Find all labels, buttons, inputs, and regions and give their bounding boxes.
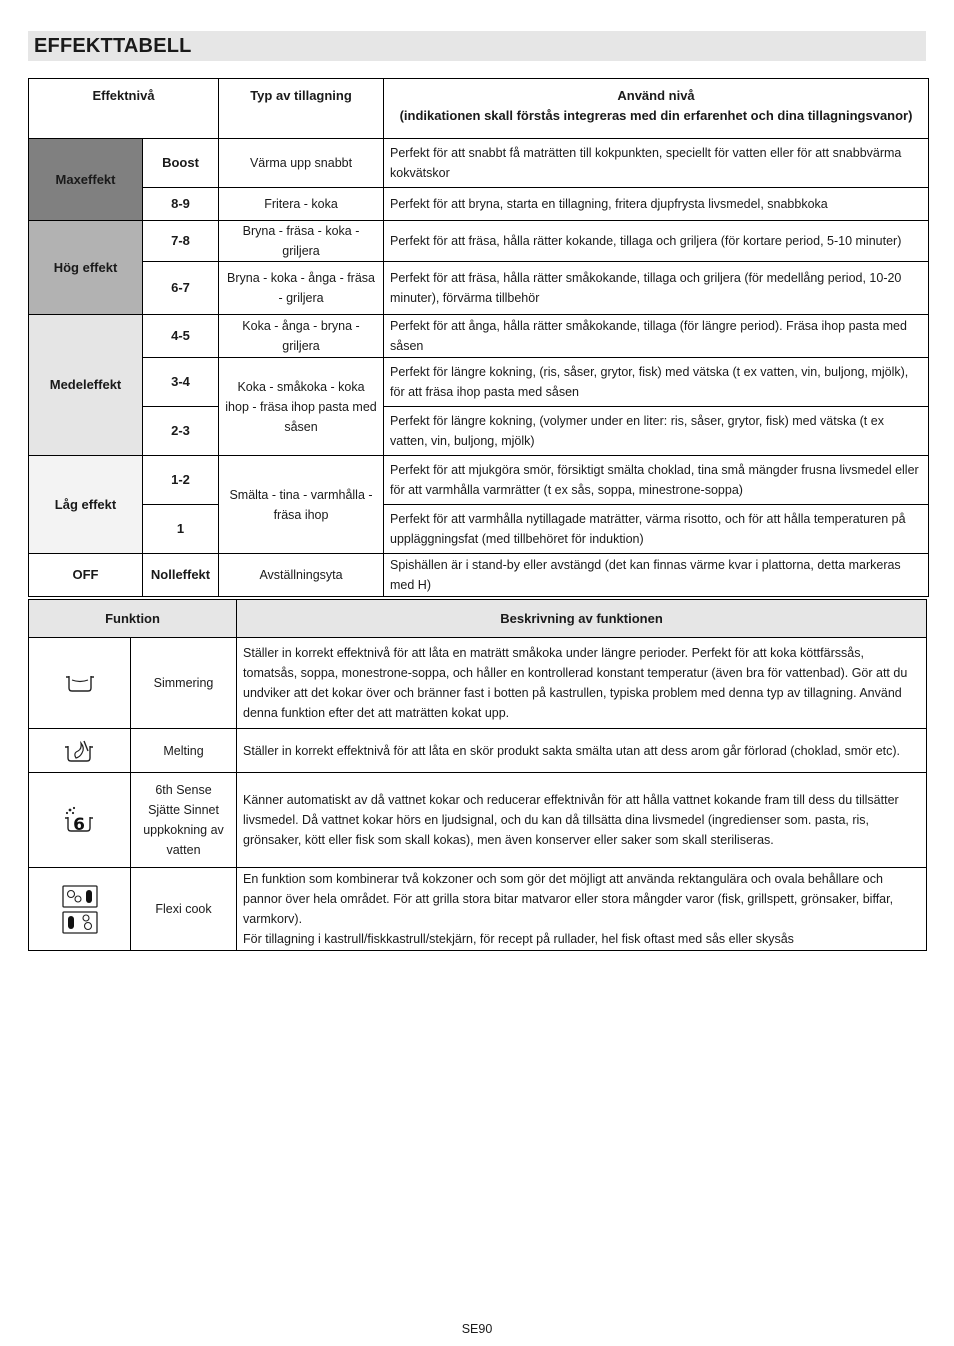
table-row bbox=[29, 729, 927, 773]
function-description: Ställer in korrekt effektnivå för att låta en skör produkt sakta smälta utan att dess arom går förlorad (choklad, smör etc). bbox=[237, 729, 927, 773]
function-name: Simmering bbox=[131, 638, 237, 729]
table-header-row bbox=[29, 600, 927, 638]
table-row bbox=[29, 638, 927, 729]
type-cell: Koka - ånga - bryna - griljera bbox=[219, 315, 384, 358]
sixth-sense-boil-icon bbox=[29, 773, 131, 868]
header-function: Funktion bbox=[29, 600, 237, 638]
level-cell: 2-3 bbox=[143, 407, 219, 456]
table-row bbox=[29, 554, 929, 597]
group-medium: Medeleffekt bbox=[29, 315, 143, 456]
use-cell: Perfekt för att varmhålla nytillagade maträtter, värma risotto, och för att hålla temperaturen på uppläggningsfat (med tillbehöret för induktion) bbox=[384, 505, 929, 554]
table-row bbox=[29, 315, 929, 358]
level-cell: 6-7 bbox=[143, 262, 219, 315]
table-row bbox=[29, 773, 927, 868]
use-cell: Perfekt för att bryna, starta en tillagning, fritera djupfrysta livsmedel, snabbkoka bbox=[384, 188, 929, 221]
melting-pot-icon bbox=[29, 729, 131, 773]
header-type: Typ av tillagning bbox=[219, 79, 384, 139]
type-cell: Värma upp snabbt bbox=[219, 139, 384, 188]
group-max: Maxeffekt bbox=[29, 139, 143, 221]
power-level-table bbox=[28, 78, 929, 597]
level-cell: 4-5 bbox=[143, 315, 219, 358]
function-name-line: Sjätte Sinnet bbox=[148, 803, 219, 817]
use-cell: Perfekt för att fräsa, hålla rätter småkokande, tillaga och griljera (för medellång period, 10-20 minuter), förvärma tillbehör bbox=[384, 262, 929, 315]
page-title: EFFEKTTABELL bbox=[28, 31, 926, 61]
table-row bbox=[29, 358, 929, 407]
function-name bbox=[131, 773, 237, 868]
flexi-cook-zones-icon bbox=[29, 868, 131, 951]
level-cell: 7-8 bbox=[143, 221, 219, 262]
page-number: SE90 bbox=[461, 1322, 493, 1336]
level-cell: 1-2 bbox=[143, 456, 219, 505]
function-name-line: vatten bbox=[166, 843, 201, 857]
type-cell: Bryna - fräsa - koka - griljera bbox=[219, 221, 384, 262]
table-row bbox=[29, 188, 929, 221]
table-row bbox=[29, 407, 929, 456]
function-description: Ställer in korrekt effektnivå för att låta en maträtt småkoka under längre perioder. Perfekt för att koka köttfärssås, tomatsås, soppa, monestrone-soppa, och håller en kontrollerad konstant temperatur (även bra för vattenbad). Gör att du undviker att det kokar över och bränner fast i botten på kastrullen, typiska problem med denna typ av tillagning. Använd denna funktion efter det att maträtten kokat upp. bbox=[237, 638, 927, 729]
table-row bbox=[29, 456, 929, 505]
use-cell: Perfekt för att mjukgöra smör, försiktigt smälta choklad, tina små mängder frusna livsmedel eller för att varmhålla varmrätter (t ex sås, soppa, minestrone-soppa) bbox=[384, 456, 929, 505]
use-cell: Perfekt för att fräsa, hålla rätter kokande, tillaga och griljera (för kortare period, 5-10 minuter) bbox=[384, 221, 929, 262]
header-use-line2: (indikationen skall förstås integreras med din erfarenhet och dina tillagningsvanor) bbox=[399, 108, 913, 123]
table-row bbox=[29, 139, 929, 188]
simmering-pot-icon bbox=[29, 638, 131, 729]
level-cell: Nolleffekt bbox=[143, 554, 219, 597]
use-cell: Perfekt för att snabbt få maträtten till kokpunkten, speciellt för vatten eller för att snabbvärma kokvätskor bbox=[384, 139, 929, 188]
function-description-line: En funktion som kombinerar två kokzoner och som gör det möjligt att använda rektangulära och ovala behållare och pannor över hela området. För att grilla stora bitar matvaror eller stora mångder varor (fisk, grillspett, grönsaker, biffar, varmkorv). bbox=[243, 872, 894, 926]
level-cell: 8-9 bbox=[143, 188, 219, 221]
use-cell: Perfekt för att ånga, hålla rätter småkokande, tillaga (för längre period). Fräsa ihop pasta med såsen bbox=[384, 315, 929, 358]
use-cell: Perfekt för längre kokning, (volymer under en liter: ris, såser, grytor, fisk) med vätska (t ex vatten, vin, buljong, mjölk) bbox=[384, 407, 929, 456]
function-table bbox=[28, 599, 927, 951]
table-row bbox=[29, 262, 929, 315]
table-row bbox=[29, 868, 927, 951]
header-use bbox=[384, 79, 929, 139]
level-cell: Boost bbox=[143, 139, 219, 188]
header-level: Effektnivå bbox=[29, 79, 219, 139]
table-row bbox=[29, 221, 929, 262]
level-cell: 1 bbox=[143, 505, 219, 554]
level-cell: 3-4 bbox=[143, 358, 219, 407]
function-name-line: uppkokning av bbox=[143, 823, 224, 837]
function-name: Flexi cook bbox=[131, 868, 237, 951]
group-low: Låg effekt bbox=[29, 456, 143, 554]
header-description: Beskrivning av funktionen bbox=[237, 600, 927, 638]
function-description bbox=[237, 868, 927, 951]
type-cell: Bryna - koka - ånga - fräsa - griljera bbox=[219, 262, 384, 315]
function-name: Melting bbox=[131, 729, 237, 773]
group-off: OFF bbox=[29, 554, 143, 597]
type-cell: Avställningsyta bbox=[219, 554, 384, 597]
use-cell: Spishällen är i stand-by eller avstängd (det kan finnas värme kvar i plattorna, detta markeras med H) bbox=[384, 554, 929, 597]
type-cell: Fritera - koka bbox=[219, 188, 384, 221]
svg-text:6: 6 bbox=[72, 815, 85, 834]
table-header-row bbox=[29, 79, 929, 139]
type-cell: Smälta - tina - varmhålla - fräsa ihop bbox=[219, 456, 384, 554]
function-description-line: För tillagning i kastrull/fiskkastrull/stekjärn, för recept på rullader, hel fisk oftast med sås eller skysås bbox=[243, 932, 794, 946]
table-row bbox=[29, 505, 929, 554]
function-name-line: 6th Sense bbox=[155, 783, 212, 797]
group-high: Hög effekt bbox=[29, 221, 143, 315]
header-use-line1: Använd nivå bbox=[617, 88, 695, 103]
type-cell: Koka - småkoka - koka ihop - fräsa ihop pasta med såsen bbox=[219, 358, 384, 456]
function-description: Känner automatiskt av då vattnet kokar och reducerar effektnivån för att hålla vattnet kokande fram till dess du tillsätter livsmedel. Då vattnet kokar hörs en ljudsignal, och du kan då tillsätta dina livsmedel (ingredienser som. pasta, ris, grönsaker, kött eller fisk som skall kokas), men även konserver eller saker som skall steriliseras. bbox=[237, 773, 927, 868]
use-cell: Perfekt för längre kokning, (ris, såser, grytor, fisk) med vätska (t ex vatten, vin, buljong, mjölk), för att fräsa ihop pasta med såsen bbox=[384, 358, 929, 407]
